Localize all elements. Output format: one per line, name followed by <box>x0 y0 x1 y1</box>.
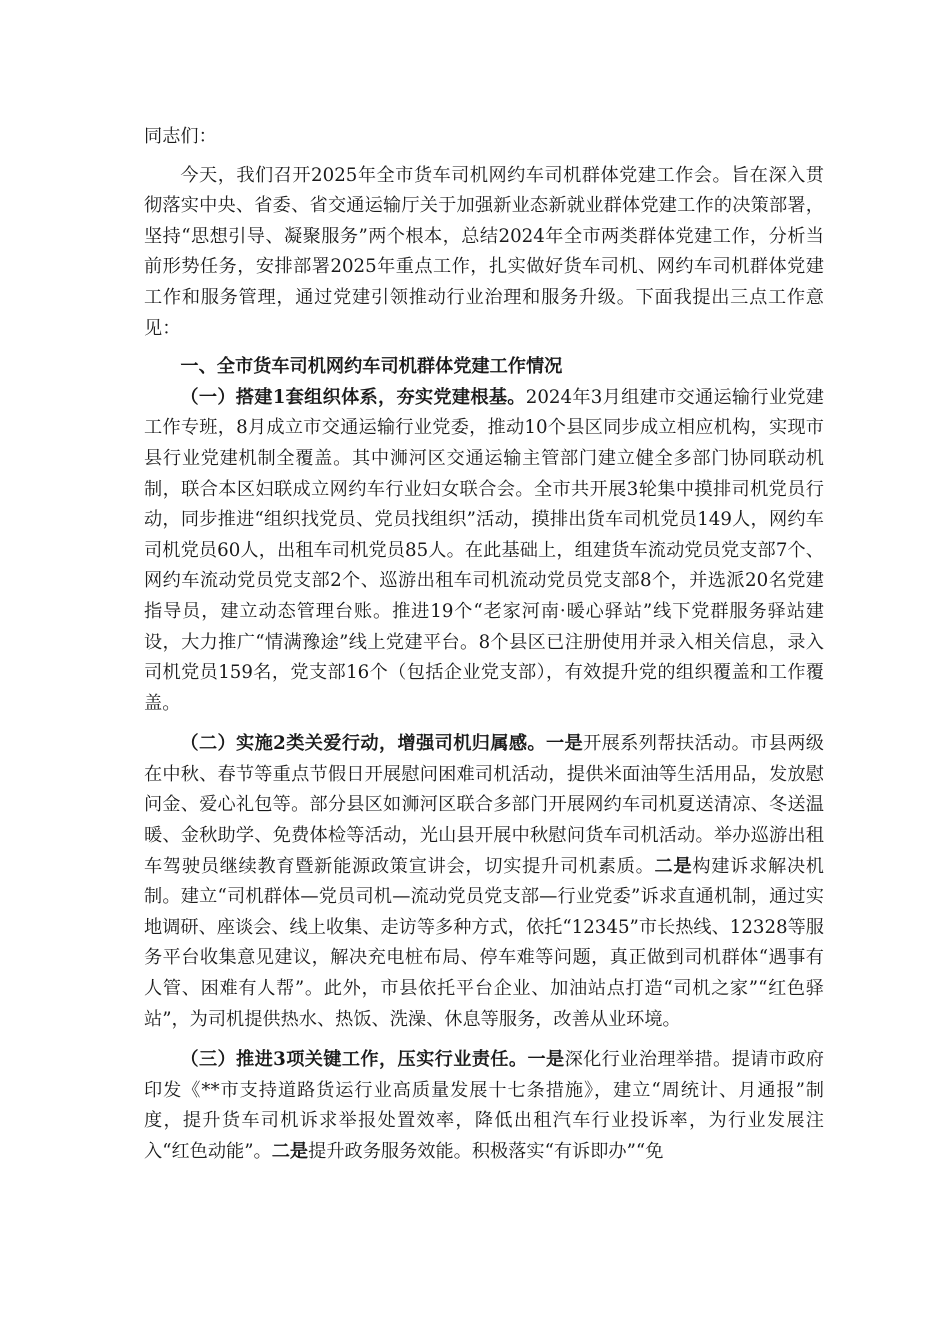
item-2-second-body: 构建诉求解决机制。建立“司机群体—党员司机—流动党员党支部—行业党委”诉求直通机制，通过实地调研、座谈会、线上收集、走访等多种方式，依托“12345”市长热线、12328等服务平台收集意见建议，解决充电桩布局、停车难等问题，真正做到司机群体“遇事有人管、困难有人帮”。此外，市县依托平台企业、加油站点打造“司机之家”“红色驿站”，为司机提供热水、热饭、洗澡、休息等服务，改善从业环境。 <box>144 855 824 1030</box>
document-page <box>144 122 824 1168</box>
intro-paragraph: 今天，我们召开2025年全市货车司机网约车司机群体党建工作会。旨在深入贯彻落实中央、省委、省交通运输厅关于加强新业态新就业群体党建工作的决策部署，坚持“思想引导、凝聚服务”两个根本，总结2024年全市两类群体党建工作，分析当前形势任务，安排部署2025年重点工作，扎实做好货车司机、网约车司机群体党建工作和服务管理，通过党建引领推动行业治理和服务升级。下面我提出三点工作意见： <box>144 164 824 339</box>
item-2-second-marker: 二是 <box>654 855 693 877</box>
item-1-lead: （一）搭建1套组织体系，夯实党建根基。 <box>180 386 526 408</box>
section-1-heading: 一、全市货车司机网约车司机群体党建工作情况 <box>180 356 563 378</box>
item-2-lead: （二）实施2类关爱行动，增强司机归属感。 <box>180 733 546 755</box>
item-3-first-body: 深化行业治理举措。提请市政府印发《**市支持道路货运行业高质量发展十七条措施》，建立“周统计、月通报”制度，提升货车司机诉求举报处置效率，降低出租汽车行业投诉率，为行业发展注入“红色动能”。 <box>144 1049 824 1162</box>
item-3-paragraph <box>144 1045 824 1167</box>
item-2-first-marker: 一是 <box>546 733 584 755</box>
item-3-second-body: 提升政务服务效能。积极落实“有诉即办”“免 <box>308 1141 664 1162</box>
salutation: 同志们： <box>144 126 217 147</box>
item-3-second-marker: 二是 <box>271 1141 309 1162</box>
item-2-paragraph <box>144 729 824 1035</box>
item-1-paragraph <box>144 383 824 720</box>
item-1-body: 2024年3月组建市交通运输行业党建工作专班，8月成立市交通运输行业党委，推动10个县区同步成立相应机构，实现市县行业党建机制全覆盖。其中浉河区交通运输主管部门建立健全多部门协同联动机制，联合本区妇联成立网约车行业妇女联合会。全市共开展3轮集中摸排司机党员行动，同步推进“组织找党员、党员找组织”活动，摸排出货车司机党员149人，网约车司机党员60人，出租车司机党员85人。在此基础上，组建货车流动党员党支部7个、网约车流动党员党支部2个、巡游出租车司机流动党员党支部8个，并选派20名党建指导员，建立动态管理台账。推进19个“老家河南·暖心驿站”线下党群服务驿站建设，大力推广“情满豫途”线上党建平台。8个县区已注册使用并录入相关信息，录入司机党员159名，党支部16个（包括企业党支部），有效提升党的组织覆盖和工作覆盖。 <box>144 386 824 714</box>
item-2-first-body: 开展系列帮扶活动。市县两级在中秋、春节等重点节假日开展慰问困难司机活动，提供米面油等生活用品，发放慰问金、爱心礼包等。部分县区如浉河区联合多部门开展网约车司机夏送清凉、冬送温暖、金秋助学、免费体检等活动，光山县开展中秋慰问货车司机活动。举办巡游出租车驾驶员继续教育暨新能源政策宣讲会，切实提升司机素质。 <box>144 733 824 877</box>
item-3-first-marker: 一是 <box>527 1049 565 1071</box>
item-3-lead: （三）推进3项关键工作，压实行业责任。 <box>180 1049 528 1071</box>
